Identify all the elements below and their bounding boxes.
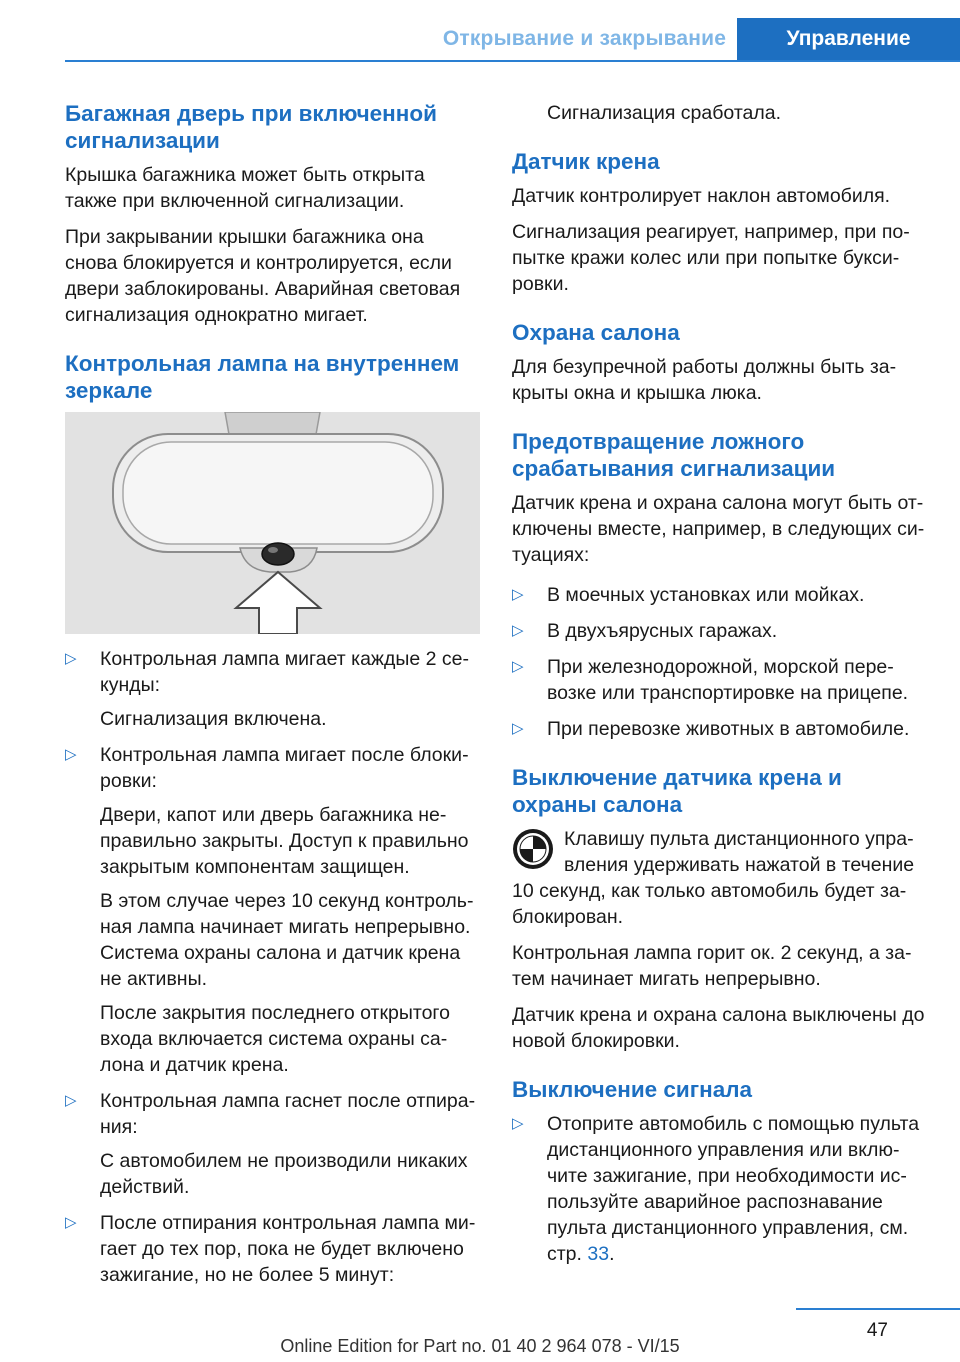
heading-disable-sensors: Выключение датчика крена и охраны салона xyxy=(512,765,842,817)
bmw-instruction: Клавишу пульта дистанционного упра-вления удерживать нажатой в течение xyxy=(512,826,930,878)
list-item: ▷ В двухъярусных гаражах. xyxy=(512,620,778,642)
heading-disable-alarm: Выключение сигнала xyxy=(512,1077,753,1102)
bullet-icon: ▷ xyxy=(65,1214,77,1231)
list-item: ▷ Отоприте автомобиль с помощью пульта дистанционного управления или вклю-чите зажигание, при необходимости ис-пользуйте аварийное распознавание пульта дистанционного управления, см. стр. 33. xyxy=(512,1113,920,1265)
footer-text: Online Edition for Part no. 01 40 2 964 078 - VI/15 xyxy=(280,1336,680,1356)
bullet-icon: ▷ xyxy=(512,720,524,737)
header-section-title: Открывание и закрывание xyxy=(442,27,727,50)
false-alarm-list xyxy=(512,582,930,742)
bullet-icon: ▷ xyxy=(512,1115,524,1132)
page-number: 47 xyxy=(866,1320,888,1341)
heading-trunk-alarm: Багажная дверь при включенной сигнализации xyxy=(65,101,437,153)
alarm-list xyxy=(512,1111,930,1267)
footer-rule xyxy=(796,1308,960,1310)
list-item: ▷ Контрольная лампа мигает после блоки-ровки: Двери, капот или дверь багажника не-правильно закрыты. Доступ к правильно закрытым компонентам защищен. В этом случае через 10 секунд контроль-ная лампа начинает мигать непрерывно. Система охраны салона и датчик крена не активны. После закрытия последнего открытого входа включается система охраны са-лона и датчик крена. xyxy=(65,744,474,1076)
left-column xyxy=(65,100,480,1298)
header-chapter-tab: Управление xyxy=(737,18,960,60)
bullet-icon: ▷ xyxy=(512,622,524,639)
list-item: ▷ В моечных установках или мойках. xyxy=(512,584,865,606)
list-item: ▷ Контрольная лампа мигает каждые 2 се-кунды: Сигнализация включена. xyxy=(65,648,469,730)
bmw-logo-icon xyxy=(512,828,554,870)
mirror-illustration xyxy=(65,412,480,634)
bullet-icon: ▷ xyxy=(65,1092,77,1109)
heading-tilt-sensor: Датчик крена xyxy=(512,149,660,174)
list-item: ▷ После отпирания контрольная лампа ми-гает до тех пор, пока не будет включено зажигание, но не более 5 минут: xyxy=(65,1212,476,1286)
paragraph: При закрывании крышки багажника она снова блокируется и контролируется, если двери заблокированы. Аварийная световая сигнализация однократно мигает. xyxy=(65,226,461,326)
list-item: ▷ Контрольная лампа гаснет после отпира-ния: С автомобилем не производили никаких действий. xyxy=(65,1090,476,1198)
right-column: Сигнализация сработала. Датчик крена Датчик контролирует наклон автомобиля. Сигнализация реагирует, например, при по-пытке кражи колес или при попытке букси-ровки. Охрана салона Для безупречной работы должны быть за-крыты окна и крышка люка. Предотвращение ложного срабатывания сигнализации Датчик крена и охрана салона могут быть от-ключены вместе, например, в следующих си-туациях: ▷ В моечных установках или мойках. ▷ В двухъярусных гаражах. ▷ При железнодорожной, морской пере-возке или транспортировке на прицепе. ▷ При перевозке животных в автомобиле. Выключение датчика крена и охраны салона Клавишу пульта дистанционного упра-вления удерживать нажатой в течение 10 секунд, как только автомобиль будет за-блокирован. Контрольная лампа горит ок. 2 секунд, а за-тем начинает мигать непрерывно. Датчик крена и охрана салона выключены до новой блокировки. Выключение сигнала ▷ Отоприте автомобиль с помощью пульта дистанционного управления или вклю-чите зажигание, при необходимости ис-пользуйте аварийное распознавание пульта дистанционного управления, см. стр. 33. xyxy=(512,100,930,1277)
paragraph: Крышка багажника может быть открыта также при включенной сигнализации. xyxy=(65,164,425,212)
header-rule xyxy=(65,60,960,62)
heading-indicator-lamp: Контрольная лампа на внутреннем зеркале xyxy=(65,351,460,403)
list-item: ▷ При железнодорожной, морской пере-возке или транспортировке на прицепе. xyxy=(512,656,909,704)
heading-interior-protection: Охрана салона xyxy=(512,320,680,345)
bullet-icon: ▷ xyxy=(65,650,77,667)
continued-text: Сигнализация сработала. xyxy=(547,102,782,124)
page-link[interactable]: 33 xyxy=(587,1243,610,1265)
bullet-icon: ▷ xyxy=(512,658,524,675)
list-item: ▷ При перевозке животных в автомобиле. xyxy=(512,718,910,740)
heading-false-alarm: Предотвращение ложного срабатывания сигнализации xyxy=(512,429,836,481)
bullet-icon: ▷ xyxy=(65,746,77,763)
indicator-list xyxy=(65,646,480,1288)
bullet-icon: ▷ xyxy=(512,586,524,603)
